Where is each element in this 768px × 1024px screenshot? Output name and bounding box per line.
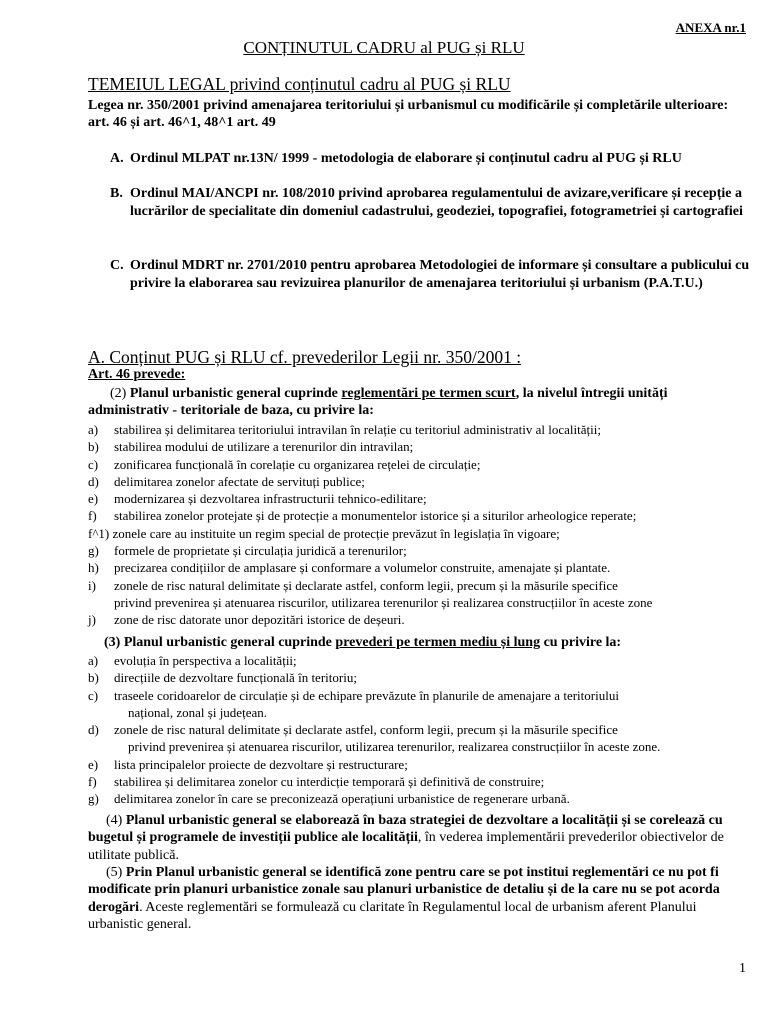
list-item: [88, 525, 750, 542]
paragraph-bold: (3) Planul urbanistic general cuprinde: [104, 635, 336, 650]
paragraph-bold: cu privire la:: [540, 635, 622, 650]
paragraph-bold: Planul urbanistic general se elaborează în baza strategiei de dezvoltare a localității și se corelează cu bugetul și programele de investiții publice ale localității: [88, 813, 723, 846]
order-text: Ordinul MLPAT nr.13N/ 1999 - metodologia de elaborare și conținutul cadru al PUG și RLU: [130, 151, 682, 166]
list-text: zone de risc datorate unor depozitări istorice de deșeuri.: [114, 612, 405, 628]
order-text: Ordinul MDRT nr. 2701/2010 pentru aprobarea Metodologiei de informare și consultare a publicului cu privire la elaborarea sau revizuirea planurilor de amenajarea teritoriului și urbanism (P.A.T.U.): [130, 258, 750, 291]
list-item: [88, 473, 750, 490]
list-item: [88, 669, 750, 686]
list-item: [88, 721, 750, 738]
list-item: [88, 773, 750, 790]
list-text: modernizarea și dezvoltarea infrastructurii tehnico-edilitare;: [114, 491, 427, 507]
list-paragraph-2: [88, 421, 750, 629]
list-item: [88, 652, 750, 669]
list-item: [88, 687, 750, 704]
list-text: zonele de risc natural delimitate și declarate astfel, conform legii, precum și la măsurile specifice: [114, 577, 618, 593]
list-text: delimitarea zonelor în care se preconizează operațiuni urbanistice de regenerare urbană.: [114, 791, 570, 807]
list-label: a): [88, 422, 99, 437]
list-item: [88, 542, 750, 559]
paragraph-number: (2): [110, 386, 130, 401]
paragraph-bold: Planul urbanistic general cuprinde: [129, 386, 342, 401]
list-item: [88, 507, 750, 524]
list-label: d): [88, 722, 99, 738]
section-a-heading: A. Conținut PUG și RLU cf. prevederilor Legii nr. 350/2001 :: [88, 347, 522, 367]
order-letter: B.: [110, 186, 123, 201]
paragraph-bold: , la nivelul întregii unități administrativ - teritoriale de baza, cu privire la:: [88, 386, 668, 419]
list-label: e): [88, 491, 99, 507]
paragraph-2: [88, 385, 750, 420]
list-label: j): [88, 612, 96, 628]
list-label: c): [88, 687, 99, 703]
list-text: stabilirea modului de utilizare a terenurilor din intravilan;: [114, 439, 414, 455]
list-item-continuation: privind prevenirea și atenuarea riscurilor, utilizarea terenurilor și realizarea construcțiilor în aceste zone: [114, 594, 653, 610]
paragraph-number: (5): [106, 865, 126, 880]
list-item-continuation: privind prevenirea și atenuarea riscurilor, utilizarea terenurilor, realizarea construcțiilor în aceste zone.: [128, 739, 661, 755]
list-item: [88, 456, 750, 473]
list-label: a): [88, 653, 99, 668]
law-reference-paragraph: Legea nr. 350/2001 privind amenajarea teritoriului și urbanismul cu modificările și completările ulterioare: art. 46 și art. 46^1, 48^1 art. 49: [88, 98, 729, 130]
list-item: [88, 756, 750, 773]
paragraph-bold: Prin Planul urbanistic general se identifică zone pentru care se pot institui reglementări ce nu pot fi modificate prin planuri urbanistice zonale sau planuri urbanistice de detaliu și de la care nu se pot acorda derogări: [88, 865, 720, 915]
paragraph-4: [88, 812, 750, 864]
list-text: zonele care au instituite un regim special de protecție prevăzut în legislația în vigoare;: [112, 525, 560, 541]
list-text: stabilirea și delimitarea zonelor cu interdicție temporară și definitivă de construire;: [114, 774, 545, 790]
paragraph-text: . Aceste reglementări se formulează cu claritate în Regulamentul local de urbanism aferent Planului urbanistic general.: [88, 899, 697, 932]
order-item-c: [110, 257, 750, 292]
article-46-label: Art. 46 prevede:: [88, 367, 186, 382]
list-label: b): [88, 670, 99, 686]
paragraph-number: (4): [106, 813, 126, 828]
list-text: stabilirea și delimitarea teritoriului intravilan în relație cu teritoriul administrativ al localității;: [114, 422, 601, 437]
list-text: formele de proprietate și circulația juridică a terenurilor;: [114, 543, 407, 559]
list-label: i): [88, 577, 96, 593]
list-label: f): [88, 774, 97, 790]
list-item: [88, 438, 750, 455]
list-text: evoluția în perspectiva a localității;: [114, 653, 297, 668]
list-label: h): [88, 560, 99, 576]
list-item: [88, 790, 750, 807]
paragraph-3: [88, 634, 750, 651]
paragraph-underlined: reglementări pe termen scurt: [341, 386, 516, 401]
order-letter: A.: [110, 151, 124, 166]
document-title: CONȚINUTUL CADRU al PUG și RLU: [243, 38, 525, 57]
paragraph-5: [88, 864, 750, 933]
list-item: [88, 421, 750, 438]
list-label: d): [88, 473, 99, 489]
list-label: g): [88, 543, 99, 559]
list-item: [88, 577, 750, 594]
order-text: Ordinul MAI/ANCPI nr. 108/2010 privind aprobarea regulamentului de avizare,verificare și recepție a lucrărilor de specialitate din domeniul cadastrului, geodeziei, topografiei, fotogrametriei și cartografiei: [130, 186, 743, 219]
list-item: [88, 611, 750, 628]
list-text: traseele coridoarelor de circulație și de echipare prevăzute în planurile de amenajare a teritoriului: [114, 687, 619, 703]
page-number: 1: [739, 961, 746, 976]
list-label: e): [88, 756, 99, 772]
list-label: f^1): [88, 525, 110, 541]
list-text: stabilirea zonelor protejate și de protecție a monumentelor istorice și a siturilor arheologice reperate;: [114, 508, 637, 524]
list-text: zonele de risc natural delimitate și declarate astfel, conform legii, precum și la măsurile specifice: [114, 722, 618, 738]
order-item-b: [110, 185, 750, 220]
list-label: b): [88, 439, 99, 455]
list-label: f): [88, 508, 97, 524]
list-label: c): [88, 456, 99, 472]
list-text: precizarea condițiilor de amplasare și conformare a volumelor construite, amenajate și plantate.: [114, 560, 611, 576]
list-text: zonificarea funcțională în corelație cu organizarea rețelei de circulație;: [114, 456, 481, 472]
legal-basis-heading: TEMEIUL LEGAL privind conținutul cadru al PUG și RLU: [88, 74, 511, 94]
list-item-continuation: național, zonal și județean.: [128, 704, 267, 720]
annex-label: ANEXA nr.1: [675, 20, 746, 35]
paragraph-underlined: prevederi pe termen mediu și lung: [335, 635, 541, 650]
list-item: [88, 559, 750, 576]
order-letter: C.: [110, 258, 124, 273]
list-paragraph-3: [88, 652, 750, 808]
list-item: [88, 490, 750, 507]
list-text: direcțiile de dezvoltare funcțională în teritoriu;: [114, 670, 357, 686]
paragraph-text: , în vederea implementării prevederilor obiectivelor de utilitate publică.: [88, 830, 724, 863]
order-item-a: [110, 150, 750, 168]
list-text: lista principalelor proiecte de dezvoltare și restructurare;: [114, 756, 408, 772]
list-label: g): [88, 791, 99, 807]
list-text: delimitarea zonelor afectate de servituți publice;: [114, 473, 365, 489]
